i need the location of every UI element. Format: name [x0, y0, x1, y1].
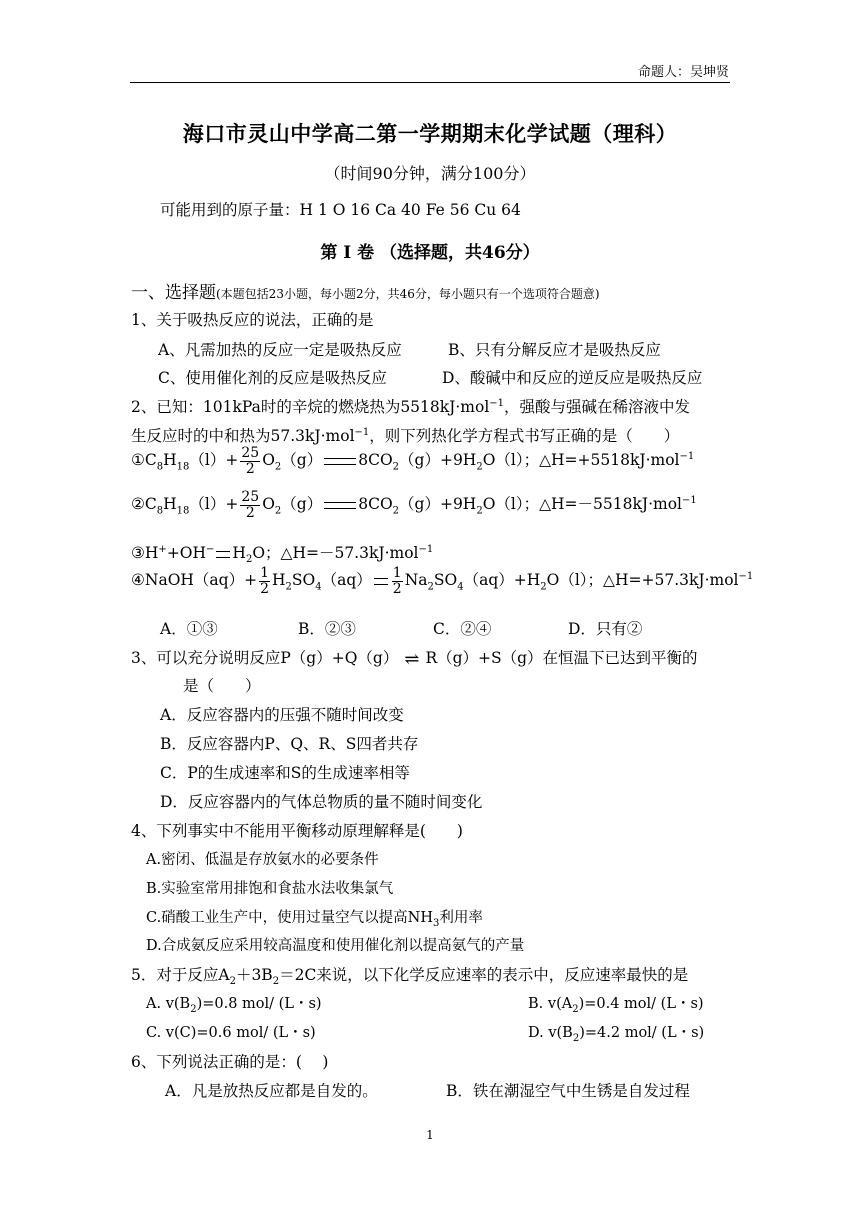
eq-text: SO — [433, 571, 458, 590]
eq-text: （g） — [281, 451, 323, 470]
unit-exponent: −1 — [418, 543, 434, 555]
eq-text: ③H — [131, 544, 159, 562]
eq-text: O — [262, 451, 275, 470]
equals-sign — [374, 578, 388, 585]
q2-option-c: C．②④ — [433, 620, 492, 638]
q3-stem-text: 3、可以充分说明反应P（g）+Q（g） — [131, 649, 399, 667]
eq-text: （g）+9H — [399, 451, 477, 470]
subscript: 2 — [272, 976, 280, 988]
subscript: 2 — [392, 505, 400, 517]
q1-option-c: C、使用催化剂的反应是吸热反应 — [158, 369, 387, 387]
fraction-25-2 — [240, 490, 260, 520]
superscript: − — [206, 543, 215, 555]
fraction-1-2 — [259, 566, 270, 596]
q2-option-a: A．①③ — [160, 620, 218, 638]
unit-exponent: −1 — [682, 495, 697, 507]
q2-stem-text: 2、已知：101kPa时的辛烷的燃烧热为5518kJ·mol — [131, 398, 490, 416]
fraction-denominator: 2 — [260, 580, 269, 597]
eq-text: O（l）；△H=+57.3kJ·mol — [546, 571, 739, 590]
fraction-denominator: 2 — [392, 580, 402, 597]
eq-text: Na — [404, 571, 428, 590]
eq-text: O；△H=－57.3kJ·mol — [252, 544, 419, 562]
subscript: 2 — [229, 976, 236, 988]
eq-text: +OH — [166, 544, 207, 562]
q5-stem-text: 5．对于反应A — [131, 966, 230, 984]
eq-text: ①C — [131, 451, 157, 470]
exam-subtitle: （时间90分钟，满分100分） — [324, 164, 536, 183]
subscript: 4 — [457, 581, 464, 593]
unit-exponent: −1 — [679, 451, 695, 463]
q3-stem-text: R（g）+S（g）在恒温下已达到平衡的 — [425, 649, 698, 667]
eq-text: 8CO — [358, 495, 393, 514]
q5-stem-text: ＋3B — [235, 966, 273, 984]
q5-option-a — [146, 992, 322, 1015]
part-one-note: (本题包括23小题，每小题2分，共46分，每小题只有一个选项符合题意) — [216, 287, 600, 301]
eq-text: （aq） — [321, 571, 372, 590]
q2-stem-text: ，强酸与强碱在稀溶液中发 — [504, 398, 691, 416]
eq-text: （aq）+H — [463, 571, 541, 590]
eq-text: H — [272, 571, 286, 590]
subscript: 8 — [156, 505, 164, 517]
subscript: 2 — [540, 581, 547, 593]
q2-stem-line2 — [131, 424, 679, 446]
unit-exponent: −1 — [354, 426, 370, 438]
part-one-title: 一、选择题 — [131, 283, 216, 303]
eq-text: ②C — [131, 495, 157, 514]
eq-text: 8CO — [358, 451, 393, 470]
header-rule — [130, 82, 730, 83]
superscript: + — [158, 543, 167, 555]
subscript: 2 — [245, 554, 253, 566]
eq-text: SO — [291, 571, 316, 590]
atomic-masses: 可能用到的原子量：H 1 O 16 Ca 40 Fe 56 Cu 64 — [160, 201, 521, 219]
q6-stem: 6、下列说法正确的是：( ) — [131, 1053, 329, 1071]
q4-option-c-text: 利用率 — [439, 910, 483, 926]
q5-stem-text: ＝2C来说，以下化学反应速率的表示中，反应速率最快的是 — [279, 966, 689, 984]
q5-option-text: A. v(B — [146, 996, 191, 1012]
fraction-numerator: 1 — [392, 565, 402, 581]
section-title: 第 Ⅰ 卷 （选择题，共46分） — [320, 243, 540, 263]
subscript: 2 — [392, 461, 400, 473]
q3-option-b: B．反应容器内P、Q、R、S四者共存 — [160, 735, 419, 753]
q2-equation-3 — [131, 541, 433, 565]
q5-option-b — [528, 992, 704, 1015]
q3-stem-line2: 是（ ） — [183, 677, 261, 695]
eq-text: O — [262, 495, 275, 514]
q2-option-b: B．②③ — [298, 620, 356, 638]
q5-option-text: B. v(A — [528, 996, 573, 1012]
eq-text: ④NaOH（aq）+ — [131, 571, 258, 590]
eq-text: O（l）；△H=－5518kJ·mol — [482, 495, 683, 514]
q3-stem-line1 — [131, 646, 698, 670]
q5-option-text: D. v(B — [528, 1025, 573, 1041]
equals-sign — [216, 551, 230, 558]
page-number: 1 — [426, 1128, 434, 1142]
q5-stem — [131, 963, 688, 987]
q4-option-a: A.密闭、低温是存放氨水的必要条件 — [146, 852, 379, 868]
q2-stem-text: ，则下列热化学方程式书写正确的是（ ） — [369, 427, 680, 445]
q5-option-c: C. v(C)=0.6 mol/ (L・s) — [146, 1025, 316, 1041]
unit-exponent: −1 — [738, 571, 754, 583]
eq-text: （g）+9H — [399, 495, 477, 514]
subscript: 2 — [190, 1003, 197, 1015]
subscript: 8 — [156, 461, 164, 473]
subscript: 2 — [285, 581, 292, 593]
fraction-25-2 — [240, 446, 260, 476]
part-one-heading — [131, 278, 600, 303]
q2-equation-2: $②C_8H_{18}(l)+$ $\frac{25}{2}$ $O_2(g)$ $8CO_2(g)+9H_2O(l)$；△H=－5518kJ·mol$^{-1}$ — [131, 489, 697, 521]
q2-equation-1: $①C_8H_{18}(l)+$ $\frac{25}{2}$ $O_2(g)$ $8CO_2(g)+9H_2O(l)$；△H=+5518kJ·mol$^{-1}$ — [131, 445, 695, 477]
unit-exponent: −1 — [489, 397, 505, 409]
q5-option-text: )=4.2 mol/ (L・s) — [579, 1025, 705, 1041]
eq-text: （l）+ — [189, 495, 239, 514]
q3-option-d: D．反应容器内的气体总物质的量不随时间变化 — [160, 793, 483, 811]
subscript: 2 — [572, 1003, 579, 1015]
q6-option-a: A．凡是放热反应都是自发的。 — [165, 1082, 378, 1100]
eq-text: （g） — [281, 495, 323, 514]
q1-option-a: A、凡需加热的反应一定是吸热反应 — [158, 341, 402, 359]
subscript: 18 — [176, 461, 190, 473]
equals-sign — [324, 458, 356, 465]
equals-sign — [324, 502, 356, 509]
subscript: 18 — [176, 505, 190, 517]
fraction-numerator: 1 — [260, 565, 269, 581]
fraction-numerator: 25 — [241, 445, 260, 461]
q4-option-d: D.合成氨反应采用较高温度和使用催化剂以提高氨气的产量 — [146, 938, 525, 954]
q5-option-text: )=0.4 mol/ (L・s) — [578, 996, 704, 1012]
q2-stem-text: 生反应时的中和热为57.3kJ·mol — [131, 427, 355, 445]
q2-stem-line1 — [131, 395, 690, 417]
fraction-denominator: 2 — [245, 460, 255, 477]
subscript: 2 — [274, 505, 282, 517]
q4-option-b: B.实验室常用排饱和食盐水法收集氯气 — [146, 881, 394, 897]
q5-option-d — [528, 1021, 704, 1044]
reversible-arrow-icon: ⇌ — [404, 648, 420, 670]
subscript: 2 — [572, 1032, 580, 1044]
q3-option-a: A．反应容器内的压强不随时间改变 — [160, 706, 404, 724]
subscript: 3 — [433, 917, 440, 929]
q1-option-b: B、只有分解反应才是吸热反应 — [448, 341, 661, 359]
q1-stem: 1、关于吸热反应的说法，正确的是 — [131, 311, 374, 329]
subscript: 2 — [476, 461, 483, 473]
q1-option-d: D、酸碱中和反应的逆反应是吸热反应 — [442, 369, 703, 387]
eq-text: O（l）；△H=+5518kJ·mol — [482, 451, 680, 470]
q5-option-text: )=0.8 mol/ (L・s) — [196, 996, 322, 1012]
eq-text: （l）+ — [189, 451, 239, 470]
q2-equation-4 — [131, 566, 753, 596]
fraction-1-2 — [392, 566, 403, 596]
q4-option-c-text: C.硝酸工业生产中，使用过量空气以提高NH — [146, 910, 434, 926]
author-label: 命题人：吴坤贤 — [637, 65, 729, 80]
subscript: 2 — [427, 581, 434, 593]
q3-option-c: C．P的生成速率和S的生成速率相等 — [160, 764, 410, 782]
fraction-denominator: 2 — [245, 504, 255, 521]
q6-option-b: B．铁在潮湿空气中生锈是自发过程 — [446, 1082, 690, 1100]
q2-option-d: D．只有② — [568, 620, 643, 638]
subscript: 2 — [476, 505, 483, 517]
fraction-numerator: 25 — [241, 489, 260, 505]
exam-title: 海口市灵山中学高二第一学期期末化学试题（理科） — [182, 121, 678, 146]
q4-stem: 4、下列事实中不能用平衡移动原理解释是( ) — [131, 822, 463, 840]
q4-option-c — [146, 906, 483, 929]
eq-text: H — [232, 544, 246, 562]
subscript: 4 — [315, 581, 322, 593]
subscript: 2 — [274, 461, 282, 473]
